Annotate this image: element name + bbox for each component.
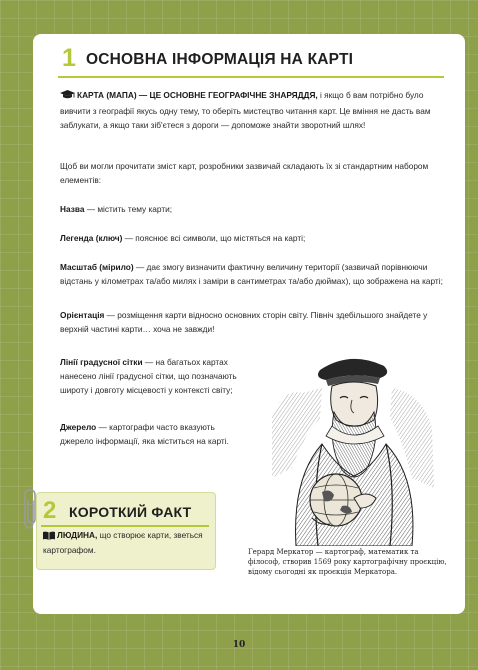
element-text: — містить тему карти;	[84, 204, 173, 214]
element-term: Назва	[60, 204, 85, 214]
element-term: Легенда (ключ)	[60, 233, 123, 243]
intro-text: і якщо б вам потрібно було вивчити з географії якусь одну тему, то оберіть мистецтво читання карт. Це вміння не дасть вам заблукати, а якщо таки зіб'єтеся з дороги — допоможе знайти зворотний шлях!	[60, 90, 431, 130]
element-text: — картографи часто вказують джерело інформації, яка міститься на карті.	[60, 422, 229, 446]
element-text: — розміщення карти відносно основних сторін світу. Північ здебільшого знайдете у верхній частині карти… хоча не завжди!	[60, 310, 428, 334]
element-term: Джерело	[60, 422, 97, 432]
element-item-title	[60, 202, 444, 216]
short-fact-box	[36, 492, 216, 570]
mercator-portrait	[262, 348, 440, 546]
lead-paragraph	[60, 159, 444, 187]
element-item-orientation	[60, 308, 444, 336]
fact-text	[43, 529, 211, 557]
element-text: — дає змогу визначити фактичну величину території (зазвичай порівнюючи відстань у кілометрах та/або милях і заміри в сантиметрах та/або дюймах), що зображена на карті;	[60, 262, 443, 286]
element-text: — пояснює всі символи, що містяться на карті;	[122, 233, 306, 243]
fact-rest-text: що створює карти, зветься картографом.	[43, 530, 203, 555]
heading-underline-1	[58, 76, 444, 78]
section-number-1: 1	[62, 44, 76, 72]
element-item-grid-lines	[60, 355, 242, 397]
section-number-2: 2	[43, 497, 57, 524]
page-number: 10	[232, 640, 246, 650]
element-item-source	[60, 420, 242, 448]
paperclip-icon	[22, 487, 38, 533]
intro-bold-text: КАРТА (МАПА) — ЦЕ ОСНОВНЕ ГЕОГРАФІЧНЕ ЗНАРЯДДЯ,	[77, 90, 318, 100]
book-icon	[43, 531, 55, 544]
section-title-1: ОСНОВНА ІНФОРМАЦІЯ НА КАРТІ	[86, 51, 354, 68]
graduation-cap-icon	[60, 90, 75, 104]
lead-text: Щоб ви могли прочитати зміст карт, розробники зазвичай складають їх зі стандартним набором елементів:	[60, 161, 429, 185]
element-term: Лінії градусної сітки	[60, 357, 143, 367]
element-item-scale	[60, 260, 444, 288]
element-term: Масштаб (мірило)	[60, 262, 134, 272]
element-text: — на багатьох картах нанесено лінії градусної сітки, що позначають широту і довготу місцевості у контексті світу;	[60, 357, 237, 395]
fact-bold-text: ЛЮДИНА,	[57, 530, 98, 540]
element-item-legend	[60, 231, 444, 245]
element-term: Орієнтація	[60, 310, 105, 320]
intro-paragraph	[60, 88, 444, 132]
heading-underline-2	[41, 525, 209, 527]
portrait-caption: Герард Меркатор — картограф, математик та філософ, створив 1569 року картографічну проєкцію, відому сьогодні як проєкція Меркатора.	[248, 548, 447, 576]
section-title-2: КОРОТКИЙ ФАКТ	[69, 504, 192, 520]
